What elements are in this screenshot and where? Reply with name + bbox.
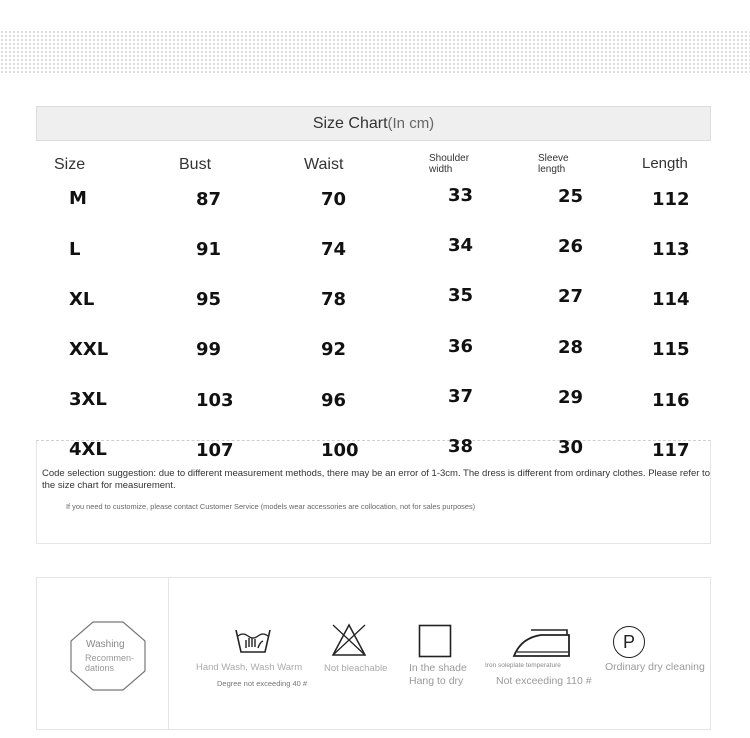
cell-bust: 87: [196, 189, 222, 210]
shade-label: In the shade: [409, 662, 467, 674]
badge-subtitle: [85, 653, 134, 673]
cell-shoulder: 34: [448, 235, 474, 256]
cell-bust: 91: [196, 239, 222, 260]
hang-dry-label: Hang to dry: [409, 675, 464, 687]
cell-waist: 100: [321, 440, 359, 461]
cell-length: 112: [652, 189, 690, 210]
header-sleeve-length: [538, 153, 569, 175]
cell-shoulder: 38: [448, 436, 474, 457]
cell-sleeve: 30: [558, 437, 584, 458]
dry-in-shade-icon: [418, 624, 452, 658]
header-shoulder-line2: width: [429, 164, 453, 175]
cell-size: 3XL: [69, 389, 107, 410]
washing-recommendations-box: [36, 577, 711, 730]
hand-wash-icon: [234, 624, 272, 656]
size-chart-title: Size Chart: [312, 114, 388, 132]
cell-size: L: [69, 239, 81, 260]
badge-subtitle-line1: Recommen-: [85, 653, 135, 663]
dotted-decoration-band: [0, 30, 750, 74]
cell-length: 115: [652, 339, 690, 360]
cell-sleeve: 25: [558, 186, 584, 207]
header-shoulder-line1: Shoulder: [429, 153, 470, 164]
badge-subtitle-line2: dations: [85, 663, 115, 673]
cell-shoulder: 36: [448, 336, 474, 357]
cell-bust: 107: [196, 440, 234, 461]
cell-waist: 78: [321, 289, 347, 310]
header-shoulder-width: [429, 153, 469, 175]
header-sleeve-line1: Sleeve: [538, 153, 569, 164]
dry-clean-icon: P: [613, 626, 645, 658]
notes-box: [36, 440, 711, 544]
iron-temp-small-label: Iron soleplate temperature: [485, 662, 561, 669]
cell-length: 113: [652, 239, 690, 260]
cell-bust: 99: [196, 339, 222, 360]
cell-sleeve: 28: [558, 337, 584, 358]
size-suggestion-note: Code selection suggestion: due to different measurement methods, there may be an error of 1-3cm. The dress is different from ordinary clothes. Please refer to the size chart for measurement.: [42, 468, 710, 491]
customize-note: If you need to customize, please contact Customer Service (models wear accessories are collocation, not for sales purposes): [66, 502, 476, 511]
cell-bust: 103: [196, 390, 234, 411]
header-length: Length: [642, 155, 688, 172]
cell-sleeve: 27: [558, 286, 584, 307]
cell-size: 4XL: [69, 439, 107, 460]
size-chart-unit: (In cm): [387, 115, 435, 132]
header-bust: Bust: [179, 156, 212, 173]
cell-shoulder: 35: [448, 285, 474, 306]
cell-size: M: [69, 188, 87, 209]
hand-wash-sublabel: Degree not exceeding 40 #: [217, 679, 308, 688]
cell-waist: 92: [321, 339, 347, 360]
badge-title: Washing: [86, 639, 125, 650]
cell-shoulder: 33: [448, 185, 474, 206]
cell-waist: 74: [321, 239, 347, 260]
iron-icon: [511, 626, 573, 658]
header-waist: Waist: [304, 156, 344, 173]
hand-wash-label: Hand Wash, Wash Warm: [196, 662, 303, 673]
cell-bust: 95: [196, 289, 222, 310]
no-bleach-icon: [330, 622, 368, 658]
cell-sleeve: 26: [558, 236, 584, 257]
header-size: Size: [54, 156, 86, 173]
size-chart-title-bar: [36, 106, 711, 141]
cell-size: XL: [69, 289, 95, 310]
cell-waist: 96: [321, 390, 347, 411]
not-bleachable-label: Not bleachable: [324, 663, 388, 674]
header-sleeve-line2: length: [538, 164, 566, 175]
washing-divider: [168, 578, 169, 729]
cell-sleeve: 29: [558, 387, 584, 408]
cell-waist: 70: [321, 189, 347, 210]
cell-shoulder: 37: [448, 386, 474, 407]
cell-length: 116: [652, 390, 690, 411]
iron-temp-label: Not exceeding 110 #: [496, 675, 592, 687]
dry-clean-label: Ordinary dry cleaning: [605, 661, 705, 673]
cell-length: 114: [652, 289, 690, 310]
cell-size: XXL: [69, 339, 109, 360]
cell-length: 117: [652, 440, 690, 461]
